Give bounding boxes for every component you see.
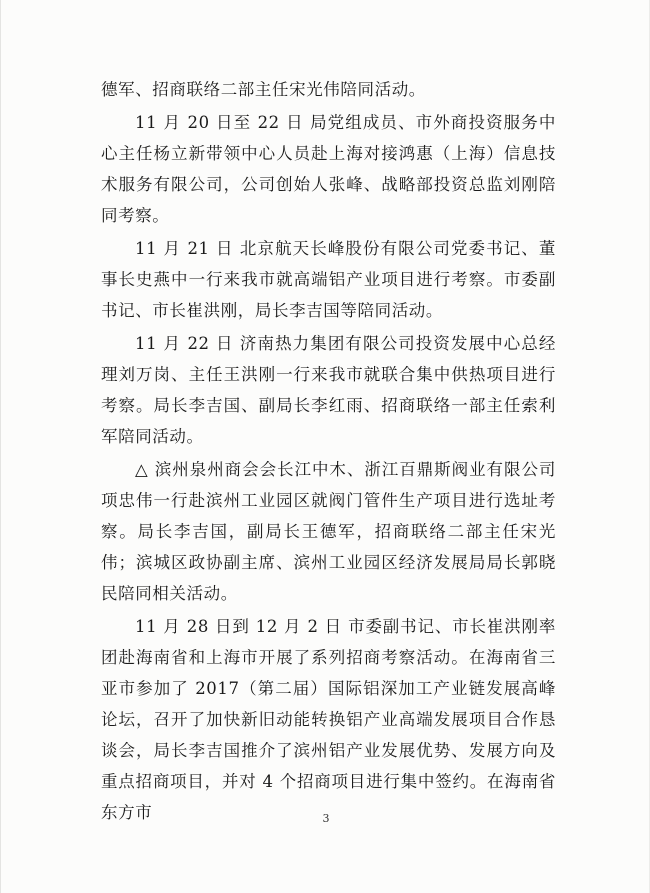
paragraph-nov-20-22: 11 月 20 日至 22 日 局党组成员、市外商投资服务中心主任杨立新带领中心人员赴上海对接鸿惠（上海）信息技术服务有限公司，公司创始人张峰、战略部投资总监刘刚陪同考察。 — [101, 113, 556, 225]
document-body — [101, 74, 556, 828]
paragraph-triangle-item: △ 滨州泉州商会会长江中木、浙江百鼎斯阀业有限公司项忠伟一行赴滨州工业园区就阀门管件生产项目进行选址考察。局长李吉国，副局长王德军，招商联络二部主任宋光伟；滨城区政协副主席、滨州工业园区经济发展局局长郭晓民陪同相关活动。 — [101, 460, 556, 603]
paragraph-nov-22: 11 月 22 日 济南热力集团有限公司投资发展中心总经理刘万岗、主任王洪刚一行来我市就联合集中供热项目进行考察。局长李吉国、副局长李红雨、招商联络一部主任索利军陪同活动。 — [101, 334, 556, 446]
paragraph-nov-21: 11 月 21 日 北京航天长峰股份有限公司党委书记、董事长史燕中一行来我市就高端铝产业项目进行考察。市委副书记、市长崔洪刚，局长李吉国等陪同活动。 — [101, 239, 556, 320]
page-number: 3 — [322, 812, 330, 825]
paragraph-continued: 德军、招商联络二部主任宋光伟陪同活动。 — [101, 80, 426, 99]
paragraph-nov-28-dec-2: 11 月 28 日到 12 月 2 日 市委副书记、市长崔洪刚率团赴海南省和上海市开展了系列招商考察活动。在海南省三亚市参加了 2017（第二届）国际铝深加工产业链发展高峰论坛，召开了加快新旧动能转换铝产业高端发展项目合作恳谈会，局长李吉国推介了滨州铝产业发展优势、发展方向及重点招商项目，并对 4 个招商项目进行集中签约。在海南省东方市 — [101, 617, 556, 822]
